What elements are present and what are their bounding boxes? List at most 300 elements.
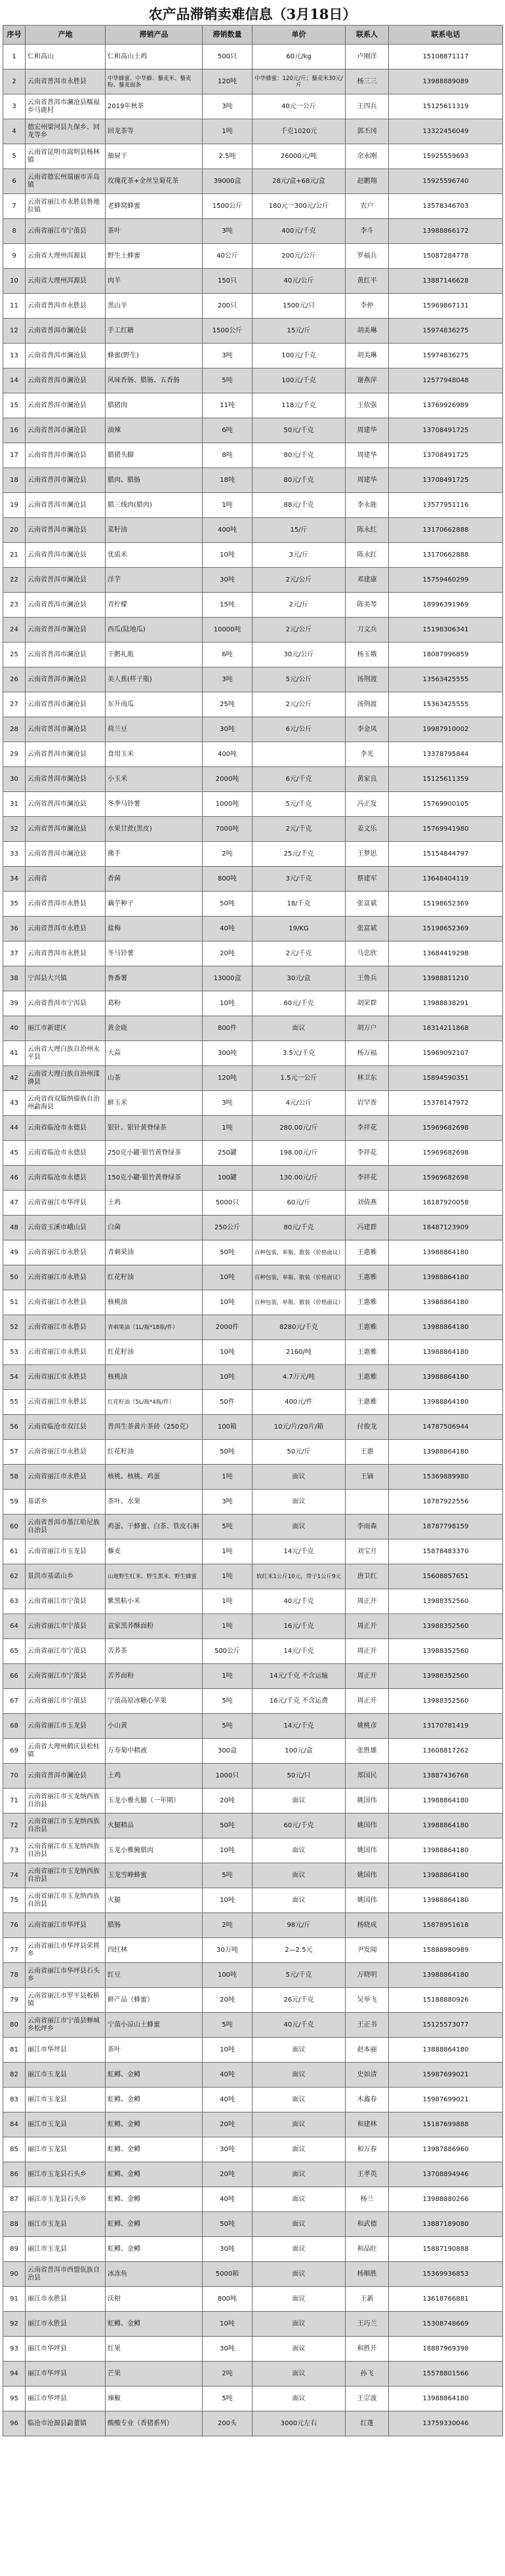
price-cell: 50元/只	[253, 1764, 346, 1789]
origin-cell: 云南省普洱市永胜县	[26, 294, 106, 319]
row-index: 81	[3, 2038, 26, 2063]
row-index: 46	[3, 1166, 26, 1191]
row-index: 24	[3, 618, 26, 643]
contact-cell: 和胜开	[346, 2337, 389, 2362]
product-cell: 虹鳟、金鳟	[106, 2187, 203, 2212]
origin-cell: 云南省丽江市永胜县	[26, 1340, 106, 1365]
table-row	[3, 1390, 503, 1415]
product-cell: 抽屉干	[106, 144, 203, 169]
phone-cell: 15987699021	[389, 2088, 503, 2112]
origin-cell: 云南省临沧市永德县	[26, 1116, 106, 1141]
table-row	[3, 2411, 503, 2436]
table-row	[3, 69, 503, 94]
table-row	[3, 1539, 503, 1564]
product-cell: 虹鳟、金鳟	[106, 2063, 203, 2088]
row-index: 85	[3, 2137, 26, 2162]
phone-cell: 15369936853	[389, 2262, 503, 2287]
origin-cell: 云南省丽江市玉龙纳西族自治县	[26, 1838, 106, 1863]
contact-cell: 姚桃彦	[346, 1714, 389, 1739]
price-cell: 26元/千克	[253, 1988, 346, 2013]
quantity-cell: 40吨	[203, 2088, 253, 2112]
row-index: 59	[3, 1490, 26, 1515]
price-cell: 面议	[253, 2312, 346, 2337]
contact-cell: 王惠雅	[346, 1365, 389, 1390]
quantity-cell: 400吨	[203, 518, 253, 543]
quantity-cell: 2吨	[203, 2362, 253, 2387]
quantity-cell: 2000吨	[203, 767, 253, 792]
product-cell: 虹鳟、金鳟	[106, 2237, 203, 2262]
origin-cell: 丽江市新建区	[26, 1016, 106, 1041]
phone-cell: 15878483370	[389, 1539, 503, 1564]
row-index: 58	[3, 1465, 26, 1490]
quantity-cell: 3吨	[203, 94, 253, 119]
price-cell: 面议	[253, 1515, 346, 1539]
contact-cell: 杨万福	[346, 1041, 389, 1066]
contact-cell: 王惠雅	[346, 1240, 389, 1265]
origin-cell: 丽江市玉龙县石头乡	[26, 2162, 106, 2187]
quantity-cell: 200只	[203, 294, 253, 319]
row-index: 89	[3, 2237, 26, 2262]
product-cell: 茶叶	[106, 219, 203, 244]
price-cell: 1500元/只	[253, 294, 346, 319]
origin-cell: 云南省丽江市宁蒗县蝉城乡松坪乡	[26, 2013, 106, 2038]
origin-cell: 云南省普洱市澜沧县	[26, 393, 106, 418]
row-index: 36	[3, 917, 26, 941]
quantity-cell: 1吨	[203, 1589, 253, 1614]
contact-cell: 王孝英	[346, 2162, 389, 2187]
price-cell: 50元/千克	[253, 418, 346, 443]
product-cell: 沃柑	[106, 2287, 203, 2312]
product-cell: 腊肠	[106, 1913, 203, 1938]
row-index: 17	[3, 443, 26, 468]
row-index: 92	[3, 2312, 26, 2337]
product-cell: 银针、银针黄脊绿茶	[106, 1116, 203, 1141]
contact-cell: 唐卫红	[346, 1564, 389, 1589]
quantity-cell: 25吨	[203, 692, 253, 717]
product-cell: 火腿	[106, 1888, 203, 1913]
phone-cell: 19987910002	[389, 717, 503, 742]
table-row	[3, 1191, 503, 1216]
row-index: 45	[3, 1141, 26, 1166]
product-cell: 白菌	[106, 1216, 203, 1240]
row-index: 90	[3, 2262, 26, 2287]
quantity-cell: 5000只	[203, 1191, 253, 1216]
phone-cell: 13988352560	[389, 1589, 503, 1614]
origin-cell: 云南省大理白族自治州永平县	[26, 1041, 106, 1066]
product-cell: 核桃油	[106, 1365, 203, 1390]
origin-cell: 云南省丽江市玉龙县	[26, 1539, 106, 1564]
product-cell: 茶叶、水果	[106, 1490, 203, 1515]
price-cell: 200元/公斤	[253, 244, 346, 269]
phone-cell: 13988352560	[389, 1664, 503, 1689]
quantity-cell: 5吨	[203, 1689, 253, 1714]
quantity-cell: 250罐	[203, 1141, 253, 1166]
price-cell: 10元/片/20片/箱	[253, 1415, 346, 1440]
product-cell: 老蜂窝蜂蜜	[106, 194, 203, 219]
row-index: 60	[3, 1515, 26, 1539]
phone-cell: 13988864180	[389, 1838, 503, 1863]
produce-table	[3, 25, 503, 2436]
origin-cell: 丽江市华坪县	[26, 2038, 106, 2063]
quantity-cell: 1吨	[203, 1116, 253, 1141]
contact-cell: 周建华	[346, 468, 389, 493]
quantity-cell: 30万吨	[203, 1938, 253, 1963]
phone-cell: 15759460299	[389, 568, 503, 593]
row-index: 73	[3, 1838, 26, 1863]
price-cell: 5元/千克	[253, 792, 346, 817]
origin-cell: 云南省丽江市宁蒗县	[26, 1689, 106, 1714]
phone-cell: 13170662888	[389, 543, 503, 568]
price-cell: 面议	[253, 1016, 346, 1041]
origin-cell: 云南省临沧市双江县	[26, 1415, 106, 1440]
origin-cell: 云南省普洱市澜沧县糯福乡马鹿村	[26, 94, 106, 119]
contact-cell: 张胜雄	[346, 1739, 389, 1764]
row-index: 50	[3, 1265, 26, 1290]
product-cell: 核桃油	[106, 1290, 203, 1315]
product-cell: 东升南瓜	[106, 692, 203, 717]
phone-cell: 15969092107	[389, 1041, 503, 1066]
contact-cell: 李祥花	[346, 1116, 389, 1141]
phone-cell: 13887189080	[389, 2212, 503, 2237]
price-cell: 26000元/吨	[253, 144, 346, 169]
origin-cell: 丽江市玉龙县	[26, 2088, 106, 2112]
phone-cell: 15363425555	[389, 692, 503, 717]
phone-cell: 18314211868	[389, 1016, 503, 1041]
contact-cell: 谢燕萍	[346, 368, 389, 393]
contact-cell: 余永刚	[346, 144, 389, 169]
contact-cell: 周正开	[346, 1589, 389, 1614]
product-cell: 仁和高山土鸡	[106, 45, 203, 69]
product-cell: 2019年秋茶	[106, 94, 203, 119]
row-index: 77	[3, 1938, 26, 1963]
table-row	[3, 393, 503, 418]
contact-cell: 赵鹏翔	[346, 169, 389, 194]
quantity-cell: 800件	[203, 1016, 253, 1041]
quantity-cell: 1吨	[203, 1539, 253, 1564]
product-cell: 食用玉米	[106, 742, 203, 767]
row-index: 22	[3, 568, 26, 593]
price-cell: 50元/斤	[253, 1440, 346, 1465]
table-row	[3, 1465, 503, 1490]
contact-cell: 冯正发	[346, 792, 389, 817]
row-index: 20	[3, 518, 26, 543]
product-cell: 鲜玉米	[106, 1091, 203, 1116]
quantity-cell: 50吨	[203, 1240, 253, 1265]
row-index: 13	[3, 344, 26, 368]
contact-cell: 王惠雅	[346, 1290, 389, 1315]
origin-cell: 云南省丽江市玉龙纳西族自治县	[26, 1888, 106, 1913]
price-cell: 3元/斤	[253, 543, 346, 568]
origin-cell: 云南省丽江市华坪县荣将乡	[26, 1938, 106, 1963]
price-cell: 面议	[253, 2162, 346, 2187]
phone-cell: 13988864180	[389, 1440, 503, 1465]
table-row	[3, 1913, 503, 1938]
quantity-cell: 10000吨	[203, 618, 253, 643]
origin-cell: 云南省丽江市永胜县	[26, 1240, 106, 1265]
price-cell: 100元/盒	[253, 1739, 346, 1764]
origin-cell: 云南省丽江市华坪县	[26, 1191, 106, 1216]
table-row	[3, 1016, 503, 1041]
quantity-cell: 30吨	[203, 568, 253, 593]
phone-cell: 13988864180	[389, 1265, 503, 1290]
row-index: 15	[3, 393, 26, 418]
product-cell: 冬季马铃薯	[106, 792, 203, 817]
contact-cell: 杨晓成	[346, 1913, 389, 1938]
row-index: 35	[3, 892, 26, 917]
contact-cell: 杨顺胜	[346, 2262, 389, 2287]
price-cell: 60元/kg	[253, 45, 346, 69]
origin-cell: 云南省普洱市澜沧县	[26, 468, 106, 493]
contact-cell: 万晓明	[346, 1963, 389, 1988]
contact-cell: 木鑫春	[346, 2088, 389, 2112]
product-cell: 腊三线肉(腊肉)	[106, 493, 203, 518]
price-cell: 40元一公斤	[253, 94, 346, 119]
row-index: 68	[3, 1714, 26, 1739]
quantity-cell: 50吨	[203, 1813, 253, 1838]
phone-cell: 13988866172	[389, 219, 503, 244]
price-cell: 15元/斤	[253, 319, 346, 344]
price-cell: 40元/公斤	[253, 269, 346, 294]
table-row	[3, 2187, 503, 2212]
table-row	[3, 1888, 503, 1913]
table-row	[3, 842, 503, 867]
origin-cell: 云南省丽江市宁蒗县	[26, 1639, 106, 1664]
product-cell: 青刺果油	[106, 1240, 203, 1265]
phone-cell: 15925559693	[389, 144, 503, 169]
origin-cell: 云南省丽江市宁蒗县	[26, 1589, 106, 1614]
col-phone-header: 联系电话	[389, 26, 503, 45]
table-row	[3, 667, 503, 692]
contact-cell: 和万春	[346, 2137, 389, 2162]
price-cell: 面议	[253, 1888, 346, 1913]
product-cell: 冬马铃薯	[106, 941, 203, 966]
product-cell: 腊猪头脚	[106, 443, 203, 468]
contact-cell: 赵本丽	[346, 2038, 389, 2063]
phone-cell: 13988864180	[389, 1390, 503, 1415]
price-cell: 2元/公斤	[253, 618, 346, 643]
origin-cell: 丽江市永胜县	[26, 2312, 106, 2337]
quantity-cell: 50吨	[203, 2212, 253, 2237]
quantity-cell: 50吨	[203, 892, 253, 917]
phone-cell: 13887436768	[389, 1764, 503, 1789]
table-row	[3, 2312, 503, 2337]
contact-cell: 李仲	[346, 294, 389, 319]
col-contact-header: 联系人	[346, 26, 389, 45]
product-cell: 虹鳟、金鳟	[106, 2312, 203, 2337]
product-cell: 紫黑粘小米	[106, 1589, 203, 1614]
quantity-cell: 30吨	[203, 2237, 253, 2262]
price-cell: 14元/千克 不含运输	[253, 1664, 346, 1689]
row-index: 25	[3, 643, 26, 667]
table-row	[3, 593, 503, 618]
row-index: 87	[3, 2187, 26, 2212]
product-cell: 土鸡	[106, 1764, 203, 1789]
phone-cell: 13708894946	[389, 2162, 503, 2187]
quantity-cell: 800吨	[203, 867, 253, 892]
table-row	[3, 1041, 503, 1066]
quantity-cell: 11吨	[203, 393, 253, 418]
phone-cell: 18187920058	[389, 1191, 503, 1216]
product-cell: 干鹅礼瓶	[106, 643, 203, 667]
table-row	[3, 867, 503, 892]
product-cell: 菜籽油	[106, 518, 203, 543]
phone-cell: 15108871117	[389, 45, 503, 69]
origin-cell: 云南省	[26, 867, 106, 892]
table-row	[3, 2337, 503, 2362]
origin-cell: 云南省丽江市宁蒗县	[26, 219, 106, 244]
row-index: 21	[3, 543, 26, 568]
phone-cell: 15198652369	[389, 917, 503, 941]
price-cell: 面议	[253, 2088, 346, 2112]
origin-cell: 云南省丽江市永胜县	[26, 1465, 106, 1490]
origin-cell: 云南省普洱市墨江哈尼族自治县	[26, 1515, 106, 1539]
row-index: 67	[3, 1689, 26, 1714]
phone-cell: 18787798159	[389, 1515, 503, 1539]
product-cell: 中华蜂蜜、中华蜂、藜麦米、藜麦粉、藜麦面条	[106, 69, 203, 94]
origin-cell: 云南省普洱市澜沧县	[26, 817, 106, 842]
quantity-cell: 40公斤	[203, 244, 253, 269]
phone-cell: 15987699021	[389, 2063, 503, 2088]
price-cell: 30元/盒	[253, 966, 346, 991]
origin-cell: 云南省普洱市澜沧县	[26, 643, 106, 667]
origin-cell: 云南省普洱市澜沧县	[26, 792, 106, 817]
contact-cell: 陈永红	[346, 518, 389, 543]
quantity-cell: 10吨	[203, 1838, 253, 1863]
contact-cell: 李光	[346, 742, 389, 767]
price-cell: 100元/千克	[253, 368, 346, 393]
table-row	[3, 1290, 503, 1315]
contact-cell: 王鲁兵	[346, 966, 389, 991]
product-cell: 红果	[106, 2337, 203, 2362]
table-row	[3, 269, 503, 294]
price-cell: 2160/吨	[253, 1340, 346, 1365]
contact-cell: 吴举飞	[346, 1988, 389, 2013]
quantity-cell: 5吨	[203, 1515, 253, 1539]
contact-cell: 冯建群	[346, 1216, 389, 1240]
row-index: 40	[3, 1016, 26, 1041]
table-row	[3, 1863, 503, 1888]
table-row	[3, 1415, 503, 1440]
contact-cell: 和武德	[346, 2212, 389, 2237]
price-cell: 130.00元/斤	[253, 1166, 346, 1191]
row-index: 79	[3, 1988, 26, 2013]
contact-cell: 王惠雅	[346, 1265, 389, 1290]
quantity-cell: 500公斤	[203, 1639, 253, 1664]
price-cell: 面议	[253, 1863, 346, 1888]
table-row	[3, 543, 503, 568]
quantity-cell: 120吨	[203, 1066, 253, 1091]
row-index: 9	[3, 244, 26, 269]
phone-cell: 13684419298	[389, 941, 503, 966]
origin-cell: 宁洱县大兴镇	[26, 966, 106, 991]
phone-cell: 13988864180	[389, 1813, 503, 1838]
price-cell: 面议	[253, 2212, 346, 2237]
contact-cell: 李雨森	[346, 1515, 389, 1539]
origin-cell: 云南省普洱市宁洱县	[26, 991, 106, 1016]
table-row	[3, 468, 503, 493]
phone-cell: 15125611319	[389, 94, 503, 119]
row-index: 61	[3, 1539, 26, 1564]
product-cell: 藕芋种子	[106, 892, 203, 917]
price-cell: 2元/千克	[253, 817, 346, 842]
table-row	[3, 717, 503, 742]
origin-cell: 云南省普洱市澜沧县	[26, 1764, 106, 1789]
product-cell: 红花籽油	[106, 1440, 203, 1465]
row-index: 96	[3, 2411, 26, 2436]
row-index: 71	[3, 1789, 26, 1813]
contact-cell: 杨三三	[346, 69, 389, 94]
contact-cell: 胡美琳	[346, 319, 389, 344]
row-index: 48	[3, 1216, 26, 1240]
phone-cell: 15925596740	[389, 169, 503, 194]
price-cell: 118元/千克	[253, 393, 346, 418]
table-row	[3, 493, 503, 518]
table-row	[3, 2038, 503, 2063]
product-cell: 虹鳟、金鳟	[106, 2162, 203, 2187]
quantity-cell: 30吨	[203, 2137, 253, 2162]
quantity-cell: 13000盒	[203, 966, 253, 991]
row-index: 6	[3, 169, 26, 194]
table-row	[3, 892, 503, 917]
price-cell: 30元/公斤	[253, 643, 346, 667]
origin-cell: 云南省普洱市澜沧县	[26, 767, 106, 792]
origin-cell: 云南省丽江市永胜县	[26, 1365, 106, 1390]
price-cell: 面议	[253, 1838, 346, 1863]
table-row	[3, 991, 503, 1016]
contact-cell: 罗福兵	[346, 244, 389, 269]
contact-cell: 杨玉娥	[346, 643, 389, 667]
table-row	[3, 1988, 503, 2013]
quantity-cell: 6吨	[203, 418, 253, 443]
contact-cell: 王新	[346, 2287, 389, 2312]
row-index: 14	[3, 368, 26, 393]
contact-cell: 张富斌	[346, 892, 389, 917]
product-cell: 玫瑰花茶+金丝皇菊花茶	[106, 169, 203, 194]
product-cell: 水果甘蔗(黑皮)	[106, 817, 203, 842]
quantity-cell: 2吨	[203, 1913, 253, 1938]
contact-cell: 郑国民	[346, 1764, 389, 1789]
quantity-cell: 20吨	[203, 1789, 253, 1813]
product-cell: 洋芋	[106, 568, 203, 593]
row-index: 72	[3, 1813, 26, 1838]
origin-cell: 云南省临沧市永德县	[26, 1166, 106, 1191]
phone-cell: 13988838291	[389, 991, 503, 1016]
contact-cell: 岩罕香	[346, 1091, 389, 1116]
price-cell: 6元/千克	[253, 767, 346, 792]
quantity-cell: 10吨	[203, 1888, 253, 1913]
price-cell: 面议	[253, 2287, 346, 2312]
origin-cell: 云南省普洱市永胜县	[26, 892, 106, 917]
product-cell: 酸酸专业（香猪系列）	[106, 2411, 203, 2436]
phone-cell: 13988864180	[389, 1365, 503, 1390]
table-row	[3, 1639, 503, 1664]
product-cell: 宁蒗小凉山土蜂蜜	[106, 2013, 203, 2038]
phone-cell: 13887146628	[389, 269, 503, 294]
quantity-cell: 7000吨	[203, 817, 253, 842]
quantity-cell: 1000吨	[203, 792, 253, 817]
phone-cell: 12577948048	[389, 368, 503, 393]
row-index: 44	[3, 1116, 26, 1141]
quantity-cell: 10吨	[203, 543, 253, 568]
table-row	[3, 966, 503, 991]
quantity-cell: 30吨	[203, 2337, 253, 2362]
quantity-cell: 1吨	[203, 1564, 253, 1589]
product-cell: 西瓜(陆地瓜)	[106, 618, 203, 643]
row-index: 82	[3, 2063, 26, 2088]
product-cell: 黑山羊	[106, 294, 203, 319]
table-row	[3, 1340, 503, 1365]
product-cell: 玉龙小雅火腿（一年期）	[106, 1789, 203, 1813]
